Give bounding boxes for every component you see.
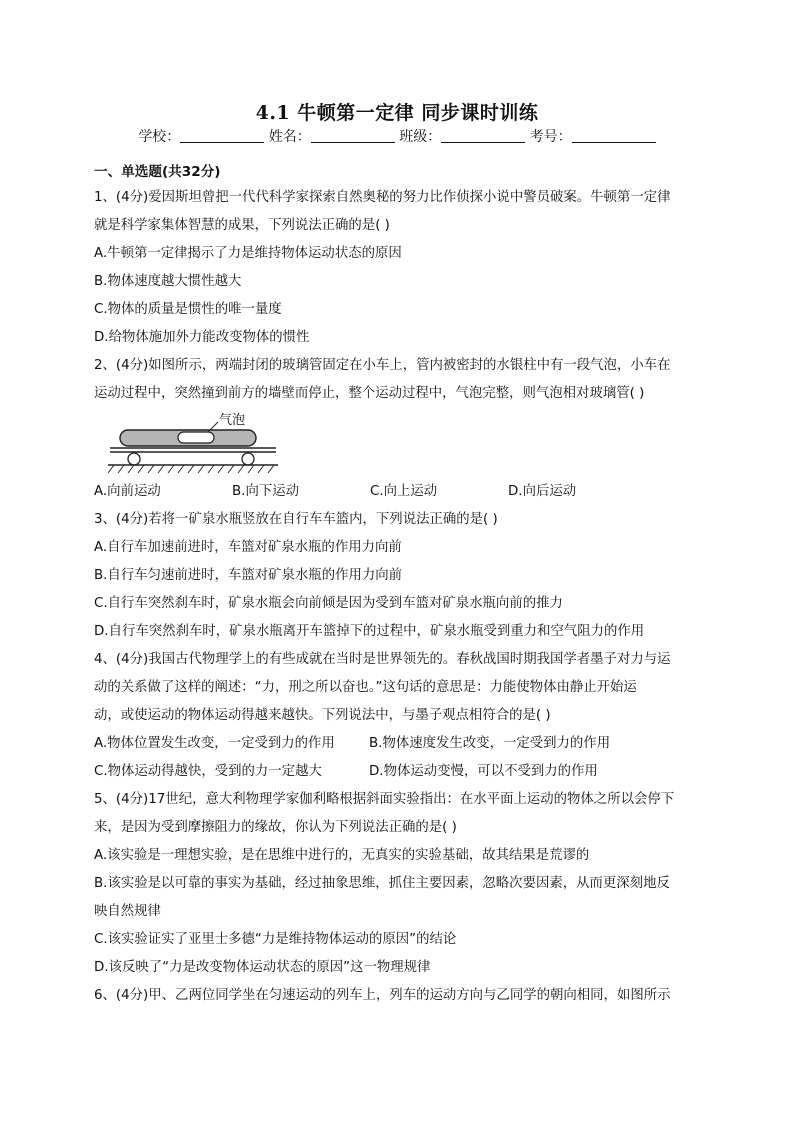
options-row xyxy=(94,758,714,786)
question-text: 运动过程中，突然撞到前方的墙壁而停止，整个运动过程中，气泡完整，则气泡相对玻璃管( ) xyxy=(94,386,645,401)
question-text: 5、(4分)17世纪，意大利物理学家伽利略根据斜面实验指出：在水平面上运动的物体之所以会停下 xyxy=(94,792,675,807)
glass-tube-cart-figure xyxy=(94,408,714,478)
option-d[interactable]: D.给物体施加外力能改变物体的惯性 xyxy=(94,330,310,345)
option-c[interactable]: C.物体的质量是惯性的唯一量度 xyxy=(94,302,282,317)
option-c[interactable]: C.自行车突然刹车时，矿泉水瓶会向前倾是因为受到车篮对矿泉水瓶向前的推力 xyxy=(94,596,563,611)
exam-content xyxy=(94,160,714,1010)
ground-hatching xyxy=(108,465,274,473)
bubble-label: 气泡 xyxy=(219,413,246,428)
option-b[interactable]: B.自行车匀速前进时，车篮对矿泉水瓶的作用力向前 xyxy=(94,568,403,583)
option-c[interactable]: C.该实验证实了亚里士多德“力是维持物体运动的原因”的结论 xyxy=(94,932,457,947)
number-blank[interactable] xyxy=(572,128,656,143)
option-d[interactable]: D.该反映了“力是改变物体运动状态的原因”这一物理规律 xyxy=(94,960,431,975)
question-text: 动，或使运动的物体运动得越来越快。下列说法中，与墨子观点相符合的是( ) xyxy=(94,708,551,723)
question-text: 2、(4分)如图所示，两端封闭的玻璃管固定在小车上，管内被密封的水银柱中有一段气泡，小车在 xyxy=(94,358,671,373)
question-text: 6、(4分)甲、乙两位同学坐在匀速运动的列车上，列车的运动方向与乙同学的朝向相同，如图所示 xyxy=(94,988,671,1003)
question-text: 3、(4分)若将一矿泉水瓶竖放在自行车车篮内，下列说法正确的是( ) xyxy=(94,512,498,527)
question-text: 4、(4分)我国古代物理学上的有些成就在当时是世界领先的。春秋战国时期我国学者墨子对力与运 xyxy=(94,652,671,667)
section-heading: 一、单选题(共32分) xyxy=(94,164,221,180)
options-row xyxy=(94,730,714,758)
question-6 xyxy=(94,982,714,1010)
question-5 xyxy=(94,786,714,982)
option-a[interactable]: A.自行车加速前进时，车篮对矿泉水瓶的作用力向前 xyxy=(94,540,402,555)
option-d[interactable]: D.向后运动 xyxy=(508,484,577,499)
air-bubble xyxy=(178,432,214,443)
question-3 xyxy=(94,506,714,646)
option-d[interactable]: D.自行车突然刹车时，矿泉水瓶离开车篮掉下的过程中，矿泉水瓶受到重力和空气阻力的作用 xyxy=(94,624,645,639)
option-a[interactable]: A.物体位置发生改变，一定受到力的作用 xyxy=(94,736,335,751)
class-label: 班级： xyxy=(399,129,442,145)
option-b[interactable]: B.该实验是以可靠的事实为基础，经过抽象思维，抓住主要因素，忽略次要因素，从而更深刻地反 xyxy=(94,876,670,891)
question-text: 1、(4分)爱因斯坦曾把一代代科学家探索自然奥秘的努力比作侦探小说中警员破案。牛顿第一定律 xyxy=(94,190,671,205)
class-blank[interactable] xyxy=(441,128,525,143)
question-1 xyxy=(94,184,714,352)
school-blank[interactable] xyxy=(180,128,264,143)
option-a[interactable]: A.该实验是一理想实验，是在思维中进行的，无真实的实验基础，故其结果是荒谬的 xyxy=(94,848,590,863)
tube-cart-diagram xyxy=(108,412,278,476)
cart-wheel-left xyxy=(128,453,140,465)
option-c[interactable]: C.向上运动 xyxy=(370,484,438,499)
school-label: 学校： xyxy=(138,129,181,145)
question-4 xyxy=(94,646,714,786)
number-label: 考号： xyxy=(529,129,572,145)
options-row xyxy=(94,478,714,506)
question-text: 就是科学家集体智慧的成果，下列说法正确的是( ) xyxy=(94,218,390,233)
question-text: 来，是因为受到摩擦阻力的缘故，你认为下列说法正确的是( ) xyxy=(94,820,457,835)
name-blank[interactable] xyxy=(311,128,395,143)
option-c[interactable]: C.物体运动得越快，受到的力一定越大 xyxy=(94,764,322,779)
question-text: 动的关系做了这样的阐述：“力，刑之所以奋也。”这句话的意思是：力能使物体由静止开始运 xyxy=(94,680,637,695)
option-b[interactable]: B.物体速度发生改变，一定受到力的作用 xyxy=(369,736,611,751)
option-b-continued[interactable]: 映自然规律 xyxy=(94,904,161,919)
option-d[interactable]: D.物体运动变慢，可以不受到力的作用 xyxy=(369,764,598,779)
option-a[interactable]: A.牛顿第一定律揭示了力是维持物体运动状态的原因 xyxy=(94,246,402,261)
cart-wheel-right xyxy=(242,453,254,465)
name-label: 姓名： xyxy=(268,129,311,145)
option-a[interactable]: A.向前运动 xyxy=(94,484,161,499)
student-info-line xyxy=(0,126,794,146)
option-b[interactable]: B.物体速度越大惯性越大 xyxy=(94,274,242,289)
page-title: 4.1 牛顿第一定律 同步课时训练 xyxy=(255,102,539,124)
option-b[interactable]: B.向下运动 xyxy=(232,484,300,499)
question-2 xyxy=(94,352,714,506)
